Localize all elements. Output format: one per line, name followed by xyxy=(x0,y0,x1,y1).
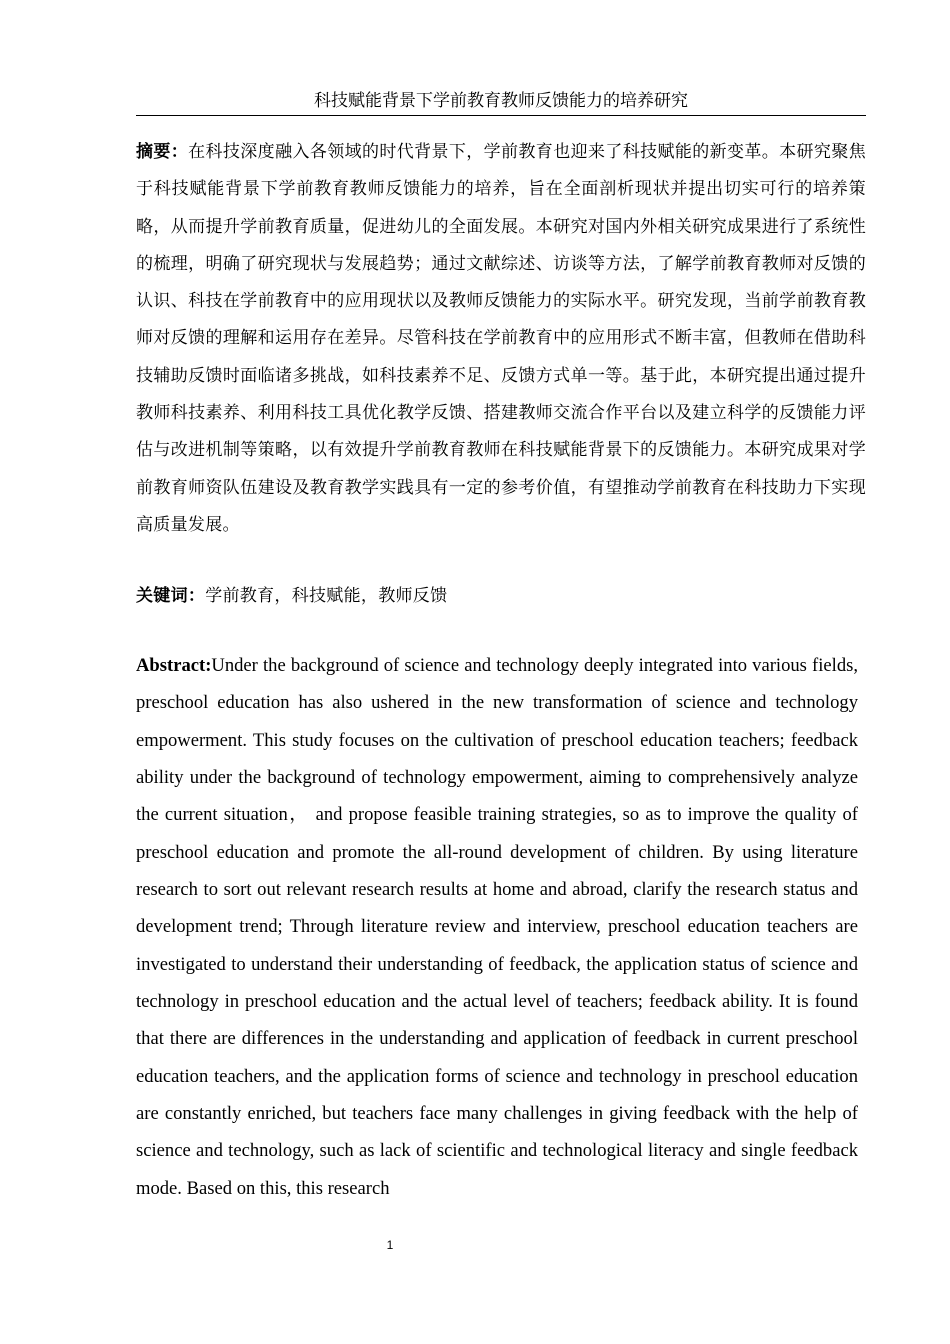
chinese-keywords-label: 关键词： xyxy=(136,586,206,606)
chinese-keywords-text: 学前教育，科技赋能，教师反馈 xyxy=(205,586,448,606)
chinese-abstract-text: 在科技深度融入各领域的时代背景下，学前教育也迎来了科技赋能的新变革。本研究聚焦于科技赋能背景下学前教育教师反馈能力的培养，旨在全面剖析现状并提出切实可行的培养策略，从而提升学前教育质量，促进幼儿的全面发展。本研究对国内外相关研究成果进行了系统性的梳理，明确了研究现状与发展趋势；通过文献综述、访谈等方法，了解学前教育教师对反馈的认识、科技在学前教育中的应用现状以及教师反馈能力的实际水平。研究发现，当前学前教育教师对反馈的理解和运用存在差异。尽管科技在学前教育中的应用形式不断丰富，但教师在借助科技辅助反馈时面临诸多挑战，如科技素养不足、反馈方式单一等。基于此，本研究提出通过提升教师科技素养、利用科技工具优化教学反馈、搭建教师交流合作平台以及建立科学的反馈能力评估与改进机制等策略，以有效提升学前教育教师在科技赋能背景下的反馈能力。本研究成果对学前教育师资队伍建设及教育教学实践具有一定的参考价值，有望推动学前教育在科技助力下实现高质量发展。 xyxy=(136,142,866,535)
running-header: 科技赋能背景下学前教育教师反馈能力的培养研究 xyxy=(314,91,688,111)
english-abstract xyxy=(136,647,858,1213)
english-abstract-label: Abstract: xyxy=(136,655,212,676)
chinese-abstract-label: 摘要： xyxy=(136,142,189,162)
english-abstract-text: Under the background of science and technology deeply integrated into various fields, preschool education has also ushered in the new transformation of science and technology empowerment. This study focuses on the cultivation of preschool education teachers; feedback ability under the background of technology empowerment, aiming to comprehensively analyze the current situation， and propose feasible training strategies, so as to improve the quality of preschool education and promote the all-round development of children. By using literature research to sort out relevant research results at home and abroad, clarify the research status and development trend; Through literature review and interview, preschool education teachers are investigated to understand their understanding of feedback, the application status of science and technology in preschool education and the actual level of teachers; feedback ability. It is found that there are differences in the understanding and application of feedback in current preschool education teachers, and the application forms of science and technology in preschool education are constantly enriched, but teachers face many challenges in giving feedback with the help of science and technology, such as lack of scientific and technological literacy and single feedback mode. Based on this, this research xyxy=(136,655,858,1199)
chinese-abstract xyxy=(136,134,866,544)
header-rule xyxy=(136,115,866,116)
chinese-keywords xyxy=(136,578,866,615)
page-number: 1 xyxy=(386,1238,394,1252)
